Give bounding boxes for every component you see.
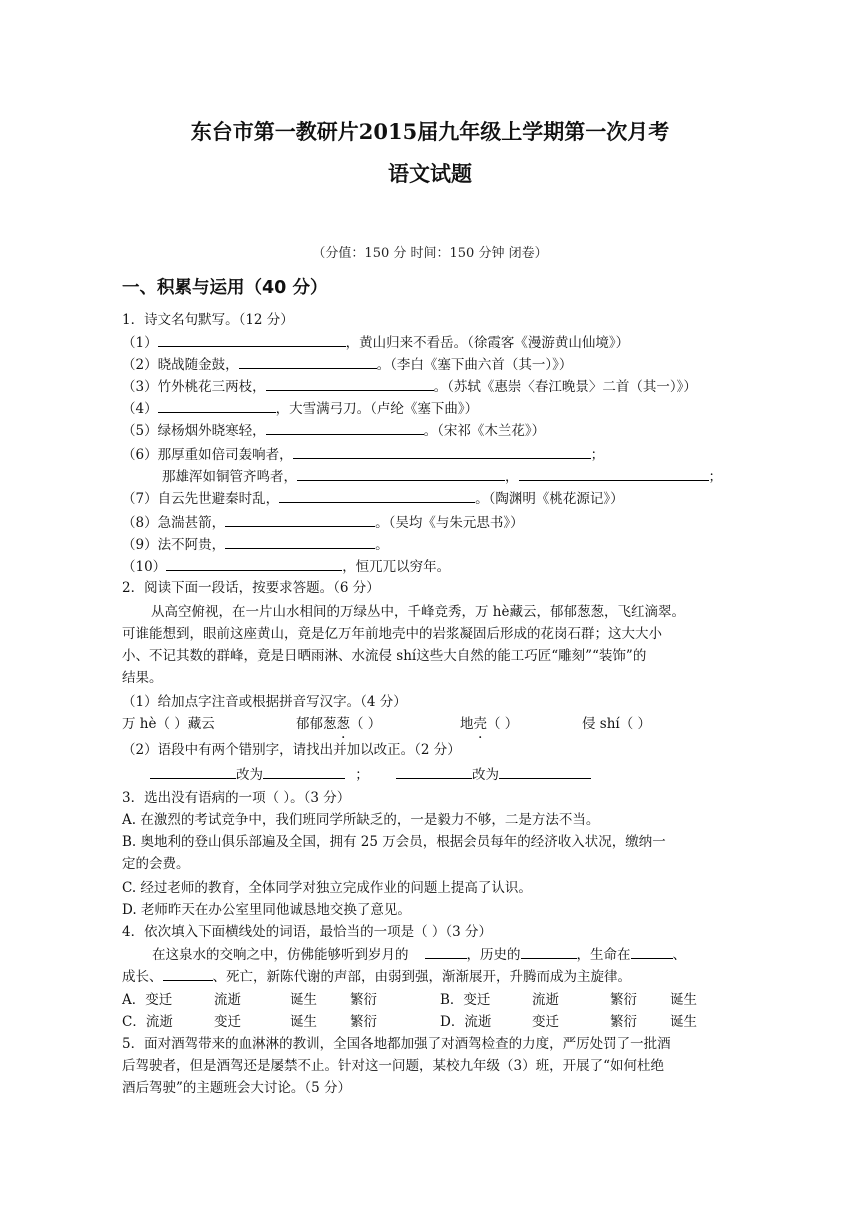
q4-passage-line: 成长、 、死亡，新陈代谢的声部，由弱到强，渐渐展开，升腾而成为主旋律。 (122, 966, 631, 987)
q4-option-b: B．变迁 (440, 992, 491, 1008)
q2-sub2-answer: 改为 (396, 764, 591, 785)
section-heading: 一、积累与运用（40 分） (122, 278, 328, 298)
q2-stem: 2．阅读下面一段话，按要求答题。（6 分） (122, 580, 380, 596)
q2-sub2-answer: 改为 ； (150, 764, 379, 785)
answer-blank[interactable] (150, 764, 236, 779)
answer-blank[interactable] (293, 444, 591, 459)
answer-blank[interactable] (225, 512, 375, 527)
q4-option-c-word: 诞生 (290, 1014, 317, 1030)
q1-item-4: （4） ，大雪满弓刀。（卢纶《塞下曲》） (122, 398, 478, 419)
q3-option-b: B. 奥地利的登山俱乐部遍及全国，拥有 25 万会员，根据会员每年的经济收入状况，缴纳一 (122, 834, 666, 850)
q4-option-a-word: 繁衍 (350, 992, 377, 1008)
q4-option-d-word: 繁衍 (610, 1014, 637, 1030)
q1-item-5: （5）绿杨烟外晓寒轻， 。（宋祁《木兰花》） (122, 420, 545, 441)
q4-passage-line: 在这泉水的交响之中，仿佛能够听到岁月的 ，历史的 ，生命在 、 (152, 944, 686, 965)
q1-item-9: （9）法不阿贵， 。 (122, 534, 389, 555)
q4-option-a-word: 诞生 (290, 992, 317, 1008)
answer-blank[interactable] (158, 398, 276, 413)
answer-blank[interactable] (263, 764, 345, 779)
q1-item-3: （3）竹外桃花三两枝， 。（苏轼《惠崇〈春江晚景〉二首（其一）》） (122, 376, 697, 397)
answer-blank[interactable] (425, 944, 467, 959)
q4-option-b-word: 诞生 (670, 992, 697, 1008)
q1-item-1: （1） ，黄山归来不看岳。（徐霞客《漫游黄山仙境》） (122, 332, 629, 353)
q1-stem: 1．诗文名句默写。（12 分） (122, 312, 294, 328)
q2-paragraph-line: 从高空俯视，在一片山水相间的万绿丛中，千峰竞秀，万 hè藏云，郁郁葱葱，飞红滴翠。 (151, 604, 685, 620)
q1-item-8: （8）急湍甚箭， 。（吴均《与朱元思书》） (122, 512, 524, 533)
answer-blank[interactable] (396, 764, 472, 779)
answer-blank[interactable] (239, 354, 377, 369)
q5-stem-line: 5．面对酒驾带来的血淋淋的教训，全国各地都加强了对酒驾检查的力度，严厉处罚了一批酒 (122, 1036, 671, 1052)
q3-option-c: C. 经过老师的教育，全体同学对独立完成作业的问题上提高了认识。 (122, 880, 532, 896)
q2-sub1-item: 万 hè（ ）藏云 (122, 716, 215, 732)
q3-option-d: D. 老师昨天在办公室里同他诚恳地交换了意见。 (122, 902, 411, 918)
answer-blank[interactable] (266, 420, 424, 435)
q3-option-a: A. 在激烈的考试竞争中，我们班同学所缺乏的，一是毅力不够，二是方法不当。 (122, 812, 600, 828)
q2-sub1-item: 地壳（ ） (460, 716, 519, 732)
answer-blank[interactable] (225, 534, 375, 549)
answer-blank[interactable] (519, 466, 709, 481)
q1-item-2: （2）晓战随金鼓， 。（李白《塞下曲六首（其一）》） (122, 354, 572, 375)
answer-blank[interactable] (521, 944, 577, 959)
q4-option-d: D．流逝 (440, 1014, 492, 1030)
q1-item-6: （6）那厚重如倍司轰响者， ； (122, 444, 604, 465)
answer-blank[interactable] (279, 488, 475, 503)
q1-item-7: （7）自云先世避秦时乱， 。（陶渊明《桃花源记》） (122, 488, 624, 509)
answer-blank[interactable] (266, 376, 434, 391)
q3-option-b-cont: 定的会费。 (122, 856, 190, 872)
answer-blank[interactable] (631, 944, 673, 959)
q3-stem: 3．选出没有语病的一项（ ）。（3 分） (122, 790, 351, 806)
q2-sub1-item: 侵 shí（ ） (582, 716, 652, 732)
q4-option-a-word: 流逝 (214, 992, 241, 1008)
q1-item-6b: 那雄浑如铜管齐鸣者， ， ； (162, 466, 722, 487)
q2-paragraph-line: 结果。 (122, 670, 163, 686)
answer-blank[interactable] (163, 966, 213, 981)
q4-option-d-word: 诞生 (670, 1014, 697, 1030)
q4-option-b-word: 繁衍 (610, 992, 637, 1008)
q4-option-c: C．流逝 (122, 1014, 173, 1030)
q4-option-d-word: 变迁 (532, 1014, 559, 1030)
exam-info: （分值：150 分 时间：150 分钟 闭卷） (312, 246, 548, 261)
q5-stem-line: 酒后驾驶”的主题班会大讨论。（5 分） (122, 1080, 352, 1096)
q4-option-c-word: 变迁 (214, 1014, 241, 1030)
answer-blank[interactable] (166, 556, 342, 571)
q5-stem-line: 后驾驶者，但是酒驾还是屡禁不止。针对这一问题，某校九年级（3）班，开展了“如何杜绝 (122, 1058, 664, 1074)
q4-option-b-word: 流逝 (532, 992, 559, 1008)
exam-subtitle: 语文试题 (388, 161, 472, 186)
q2-paragraph-line: 可谁能想到，眼前这座黄山，竟是亿万年前地壳中的岩浆凝固后形成的花岗石群；这大大小 (122, 626, 662, 642)
q2-paragraph-line: 小、不记其数的群峰，竟是日晒雨淋、水流侵 shí这些大自然的能工巧匠“雕刻”“装饰”的 (122, 648, 647, 664)
q2-sub1: （1）给加点字注音或根据拼音写汉字。（4 分） (122, 694, 407, 710)
exam-title: 东台市第一教研片2015届九年级上学期第一次月考 (190, 119, 670, 144)
q4-option-c-word: 繁衍 (350, 1014, 377, 1030)
q4-stem: 4．依次填入下面横线处的词语，最恰当的一项是（ ）（3 分） (122, 924, 493, 940)
answer-blank[interactable] (297, 466, 505, 481)
q2-sub2: （2）语段中有两个错别字，请找出并加以改正。（2 分） (122, 742, 461, 758)
answer-blank[interactable] (499, 764, 591, 779)
q1-item-10: （10） ，恒兀兀以穷年。 (122, 556, 450, 577)
answer-blank[interactable] (158, 332, 346, 347)
q2-sub1-item: 郁郁葱葱（ ） (296, 716, 382, 732)
q4-option-a: A．变迁 (122, 992, 173, 1008)
